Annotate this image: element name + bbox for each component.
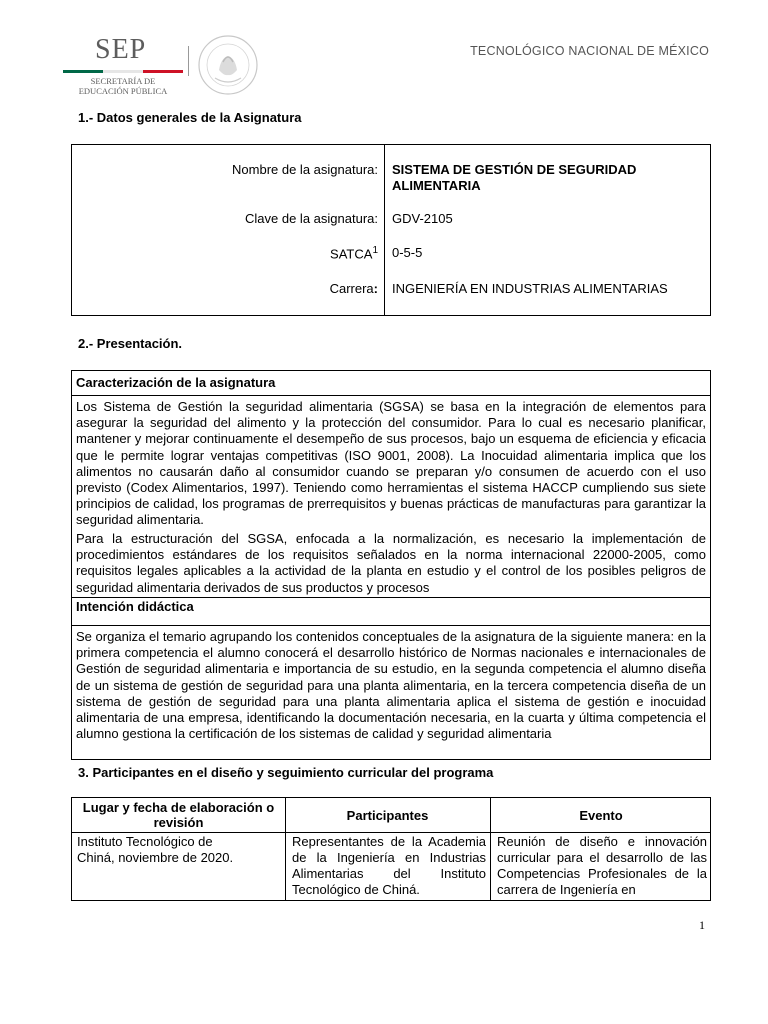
value-clave: GDV-2105 <box>392 211 453 226</box>
table-cell-evento: Reunión de diseño e innovación curricular para el desarrollo de las Competencias Profesionales de la carrera de Ingeniería en <box>497 834 707 897</box>
caracterizacion-paragraph-2: Para la estructuración del SGSA, enfocada a la normalización, es necesario la implementación de procedimientos estándares de los requisitos señalados en la norma internacional 22000-2005, como requisitos legales aplicables a la actividad de la planta en estudio y el control de los posibles peligros de seguridad alimentaria derivados de sus productos y procesos <box>76 531 706 595</box>
label-satca: SATCA$^1$ <box>330 245 378 262</box>
value-carrera: INGENIERÍA EN INDUSTRIAS ALIMENTARIAS <box>392 281 668 296</box>
table-cell-lugar: Instituto Tecnológico de Chiná, noviembre de 2020. <box>77 834 234 865</box>
general-data-table <box>71 144 711 316</box>
caracterizacion-heading: Caracterización de la asignatura <box>76 375 276 390</box>
label-clave: Clave de la asignatura: <box>245 211 378 226</box>
caracterizacion-paragraph-1: Los Sistema de Gestión la seguridad alimentaria (SGSA) se basa en la integración de elementos para asegurar la seguridad del alimento y la protección del consumidor. Para lo cual es necesario planificar, mantener y mejorar continuamente el desempeño de sus procesos, bajo un esquema de eficiencia y eficacia que le permite lograr ventajas competitivas (ISO 9001, 2008). La Inocuidad alimentaria implica que los alimentos no causarán daño al consumidor cuando se preparan y/o consumen de acuerdo con el uso previsto (Codex Alimentarios, 1997). Teniendo como herramientas el sistema HACCP cumpliendo sus siete principios de calidad, los programas de prerrequisitos y buenas prácticas de manufacturas para garantizar la seguridad alimentaria. <box>76 399 706 528</box>
header-participantes: Participantes <box>346 807 429 823</box>
table-cell-participantes: Representantes de la Academia de la Ingeniería en Industrias Alimentarias del Instituto Tecnológico de Chiná. <box>292 834 486 897</box>
page-number: 1 <box>699 918 705 932</box>
section3-title: 3. Participantes en el diseño y seguimiento curricular del programa <box>78 765 494 780</box>
institution-name: TECNOLÓGICO NACIONAL DE MÉXICO <box>470 44 709 58</box>
intencion-heading: Intención didáctica <box>76 599 194 614</box>
intencion-paragraph: Se organiza el temario agrupando los contenidos conceptuales de la asignatura de la siguiente manera: en la primera competencia el alumno conocerá el desarrollo histórico de Normas nacionales e internacionales de Gestión de seguridad alimentaria e importancia de su estudio, en la segunda competencia el alumno diseña de un sistema de gestión de seguridad para una planta alimentaria, en la tercera competencia diseña de un sistema de gestión de seguridad para una planta alimentaria aplica el sistema de gestión e inocuidad alimentaria de una empresa, identificando la documentación necesaria, en la cuarta y última competencia el alumno gestiona la certificación de los sistemas de calidad y seguridad alimentaria <box>76 629 706 742</box>
sep-logo-subtitle: SECRETARÍA DE EDUCACIÓN PÚBLICA <box>78 76 168 96</box>
section1-title: 1.- Datos generales de la Asignatura <box>78 110 302 125</box>
presentation-box <box>71 370 711 760</box>
value-nombre: SISTEMA DE GESTIÓN DE SEGURIDAD ALIMENTARIA <box>392 162 637 193</box>
value-satca: 0-5-5 <box>392 245 423 260</box>
header-lugar-fecha: Lugar y fecha de elaboración o revisión <box>82 800 275 830</box>
sep-logo-text: SEP <box>95 34 147 65</box>
logo-divider <box>188 46 189 76</box>
participants-table <box>71 797 711 901</box>
mexican-seal-icon <box>197 34 259 96</box>
label-carrera: Carrera: <box>329 281 378 296</box>
satca-footnote: 1 <box>372 245 378 256</box>
section2-title: 2.- Presentación. <box>78 336 183 351</box>
header-evento: Evento <box>579 807 623 823</box>
sep-logo <box>63 34 183 98</box>
label-nombre: Nombre de la asignatura: <box>232 162 378 177</box>
flag-stripe <box>63 70 183 73</box>
